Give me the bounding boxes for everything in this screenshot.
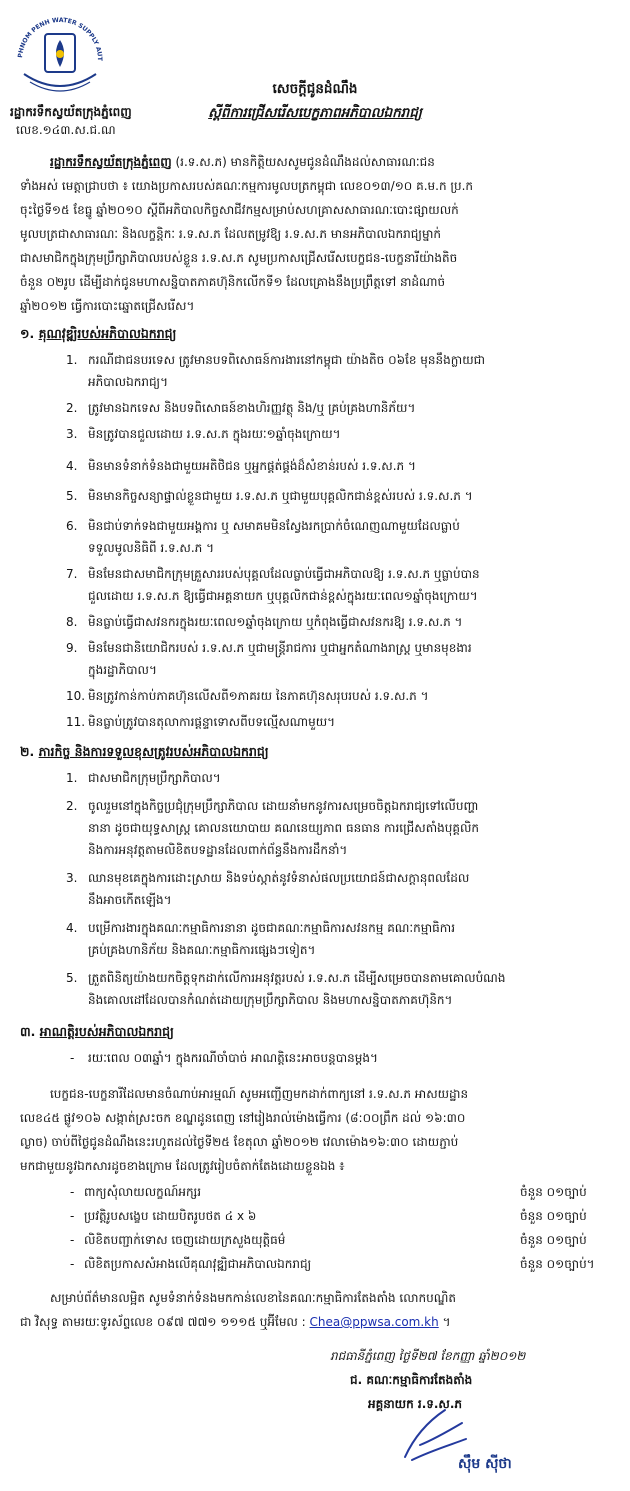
signer-name: ស៊ឹម ស៊ីថា	[458, 1456, 512, 1472]
intro-line: រដ្ឋាករទឹកស្វយ័តក្រុងភ្នំពេញ (រ.ទ.ស.ភ) មានកិត្តិយសសូមជូនដំណឹងដល់សាធារណៈជន	[50, 155, 435, 169]
issue-date: រាជធានីភ្នំពេញ ថ្ងៃទី២៧ ខែកញ្ញា ឆ្នាំ២០១២	[330, 1349, 526, 1363]
application-line: ល្ងាច) ចាប់ពីថ្ងៃជូនដំណឹងនេះរហូតដល់ថ្ងៃទី២៥ ខែតុលា ឆ្នាំ២០១២ វេលាម៉ោង១៦:៣០ ដោយភ្ជាប់	[20, 1135, 459, 1149]
section2-heading	[20, 744, 269, 763]
intro-line: ចុះថ្ងៃទី១៥ ខែធ្នូ ឆ្នាំ២០១០ ស្តីពីអភិបាលកិច្ចសាជីវកម្មសម្រាប់សហគ្រាសសាធារណៈបោះផ្សាយលក់	[20, 203, 459, 217]
intro-line: ចំនួន ០២រូប ដើម្បីដាក់ជូនមហាសន្និបាតភាគហ៊ុនិកលើកទី១ ដែលគ្រោងនឹងប្រព្រឹត្តទៅ នាដំណាច់	[20, 275, 446, 289]
reference-number: លេខ.១៤៣.ស.ជ.ណ	[16, 123, 116, 137]
section2-item-1: 1. ជាសមាជិកក្រុមប្រឹក្សាភិបាល។	[66, 771, 221, 785]
section1-item-5: 5. មិនមានកិច្ចសន្យាផ្ទាល់ខ្លួនជាមួយ រ.ទ.ស.ភ ឬជាមួយបុគ្គលិកជាន់ខ្ពស់របស់ រ.ទ.ស.ភ ។	[66, 489, 473, 503]
section-title: អាណត្តិរបស់អភិបាលឯករាជ្យ	[39, 1024, 174, 1039]
section1-item-9-cont: ក្នុងរដ្ឋាភិបាល។	[88, 663, 157, 677]
contact-email-link[interactable]: Chea@ppwsa.com.kh	[309, 1315, 439, 1329]
section3-heading	[20, 1024, 174, 1043]
section-title: ភារកិច្ច និងការទទួលខុសត្រូវរបស់អភិបាលឯករាជ្យ	[38, 744, 269, 759]
section1-item-6: 6. មិនជាប់ទាក់ទងជាមួយអង្គការ ឬ សមាគមមិនស្វែងរកប្រាក់ចំណេញណាមួយដែលធ្លាប់	[66, 519, 460, 533]
section-number: ១.	[20, 326, 35, 341]
intro-line: ជាសមាជិកក្នុងក្រុមប្រឹក្សាភិបាលរបស់ខ្លួន រ.ទ.ស.ភ សូមប្រកាសជ្រើសរើសបេក្ខជន-បេក្ខនារីយ៉ាងតិច	[20, 251, 458, 265]
section2-item-4: 4. បម្រើការងារក្នុងគណៈកម្មាធិការនានា ដូចជាគណៈកម្មាធិការសវនកម្ម គណៈកម្មាធិការ	[66, 921, 456, 935]
section2-item-3: 3. ឈានមុខគេក្នុងការដោះស្រាយ និងទប់ស្កាត់នូវទំនាស់ផលប្រយោជន៍ជាសក្តានុពលដែល	[66, 871, 470, 885]
section2-item-2-cont: និងការអនុវត្តតាមលិខិតបទដ្ឋានដែលពាក់ព័ន្ធនឹងការដឹកនាំ។	[88, 843, 348, 857]
document-label: ប្រវត្តិរូបសង្ខេប ដោយបិតរូបថត ៤ x ៦	[84, 1209, 257, 1223]
section2-item-2: 2. ចូលរួមនៅក្នុងកិច្ចប្រជុំក្រុមប្រឹក្សាភិបាល ដោយនាំមកនូវការសម្រេចចិត្តឯករាជ្យទៅលើបញ្ហា	[66, 799, 479, 813]
intro-line: មូលបត្រជាសាធារណៈ និងលក្ខន្តិកៈ រ.ទ.ស.ភ ដែលតម្រូវឱ្យ រ.ទ.ស.ភ មានអភិបាលឯករាជ្យម្នាក់	[20, 227, 442, 241]
section1-item-7: 7. មិនមែនជាសមាជិកក្រុមគ្រួសាររបស់បុគ្គលដែលធ្លាប់ធ្វើជាអភិបាលឱ្យ រ.ទ.ស.ភ ឬធ្លាប់បាន	[66, 567, 480, 581]
signer-position: អគ្គនាយក រ.ទ.ស.ភ	[368, 1397, 463, 1411]
section2-item-3-cont: នឹងអាចកើតឡើង។	[88, 893, 172, 907]
section1-item-2: 2. ត្រូវមានឯកទេស និងបទពិសោធន៍ខាងហិរញ្ញវត្ថុ និង/ឬ គ្រប់គ្រងហានិភ័យ។	[66, 401, 416, 415]
section1-item-4: 4. មិនមានទំនាក់ទំនងជាមួយអតិថិជន ឬអ្នកផ្គត់ផ្គង់ដ៏សំខាន់របស់ រ.ទ.ស.ភ ។	[66, 459, 416, 473]
document-count: ចំនួន ០១ច្បាប់	[520, 1185, 587, 1199]
section-number: ៣.	[20, 1024, 36, 1039]
org-name: រដ្ឋាករទឹកស្វយ័តក្រុងភ្នំពេញ	[10, 105, 132, 119]
document-label: លិខិតប្រកាសសំអាងលើគុណវុឌ្ឍិជាអភិបាលឯករាជ្យ	[84, 1257, 312, 1271]
contact-line: សម្រាប់ព័ត៌មានលម្អិត សូមទំនាក់ទំនងមកកាន់លេខានៃគណៈកម្មាធិការតែងតាំង លោកបណ្ឌិត	[50, 1291, 456, 1305]
on-behalf-of: ជ. គណៈកម្មាធិការតែងតាំង	[350, 1373, 473, 1387]
document-count: ចំនួន ០១ច្បាប់	[520, 1233, 587, 1247]
section1-item-3: 3. មិនត្រូវបានជួលដោយ រ.ទ.ស.ភ ក្នុងរយៈ១ឆ្នាំចុងក្រោយ។	[66, 427, 341, 441]
required-document-row: - ប្រវត្តិរូបសង្ខេប ដោយបិតរូបថត ៤ x ៦ ចំនួន ០១ច្បាប់	[70, 1208, 610, 1226]
document-subtitle: ស្តីពីការជ្រើសរើសបេក្ខភាពអភិបាលឯករាជ្យ	[208, 105, 422, 121]
section-title: គុណវុឌ្ឍិរបស់អភិបាលឯករាជ្យ	[38, 326, 177, 341]
section1-item-7-cont: ជួលដោយ រ.ទ.ស.ភ ឱ្យធ្វើជាអគ្គនាយក ឬបុគ្គលិកជាន់ខ្ពស់ក្នុងរយៈពេល១ឆ្នាំចុងក្រោយ។	[88, 589, 478, 603]
required-document-row: - ពាក្យសុំលាយលក្ខណ៍អក្សរ ចំនួន ០១ច្បាប់	[70, 1184, 610, 1202]
intro-line: ឆ្នាំ២០១២ ធ្វើការបោះឆ្នោតជ្រើសរើស។	[20, 299, 195, 313]
section2-item-5-cont: និងគោលដៅដែលបានកំណត់ដោយក្រុមប្រឹក្សាភិបាល និងមហាសន្និបាតភាគហ៊ុនិក។	[88, 993, 453, 1007]
logo-arc-text: PHNOM PENH WATER SUPPLY AUT	[17, 16, 104, 62]
section1-item-1: 1. ករណីជាជនបរទេស ត្រូវមានបទពិសោធន៍ការងារនៅកម្ពុជា យ៉ាងតិច ០៦ខែ មុននឹងក្លាយជា	[66, 353, 486, 367]
document-label: ពាក្យសុំលាយលក្ខណ៍អក្សរ	[84, 1185, 202, 1199]
application-line: លេខ៤៥ ផ្លូវ១០៦ សង្កាត់ស្រះចក ខណ្ឌដូនពេញ នៅរៀងរាល់ម៉ោងធ្វើការ (៨:០០ព្រឹក ដល់ ១៦:៣០	[20, 1111, 466, 1125]
document-title: សេចក្តីជូនដំណឹង	[272, 81, 358, 97]
contact-line: ជា វិសុទ្ធ តាមរយៈទូរស័ព្ទលេខ ០៩៧ ៧៧១ ១១១៥ ឬអ៊ីមែល : Chea@ppwsa.com.kh ។	[20, 1315, 451, 1329]
section3-item: - រយៈពេល ០៣ឆ្នាំ។ ក្នុងករណីចាំបាច់ អាណត្តិនេះអាចបន្តបានម្តង។	[70, 1051, 378, 1065]
application-line: បេក្ខជន-បេក្ខនារីដែលមានចំណាប់អារម្មណ៍ សូមអញ្ជើញមកដាក់ពាក្យនៅ រ.ទ.ស.ភ អាសយដ្ឋាន	[50, 1087, 469, 1101]
section1-item-6-cont: ទទួលមូលនិធិពី រ.ទ.ស.ភ ។	[88, 541, 215, 555]
section2-item-4-cont: គ្រប់គ្រងហានិភ័យ និងគណៈកម្មាធិការផ្សេងៗទៀត។	[88, 943, 316, 957]
application-line: មកជាមួយនូវឯកសារដូចខាងក្រោម ដែលត្រូវរៀបចំតាក់តែងដោយខ្លួនឯង ៖	[20, 1159, 345, 1173]
section-number: ២.	[20, 744, 35, 759]
document-label: លិខិតបញ្ជាក់ទោស ចេញដោយក្រសួងយុត្តិធម៌	[84, 1233, 286, 1247]
document-count: ចំនួន ០១ច្បាប់	[520, 1209, 587, 1223]
section1-item-11: 11. មិនធ្លាប់ត្រូវបានតុលាការផ្តន្ទាទោសពីបទល្មើសណាមួយ។	[66, 715, 336, 729]
section2-item-5: 5. ត្រួតពិនិត្យយ៉ាងយកចិត្តទុកដាក់លើការអនុវត្តរបស់ រ.ទ.ស.ភ ដើម្បីសម្រេចបានតាមគោលបំណង	[66, 971, 506, 985]
section1-item-1-cont: អភិបាលឯករាជ្យ។	[88, 375, 169, 389]
required-document-row: - លិខិតបញ្ជាក់ទោស ចេញដោយក្រសួងយុត្តិធម៌ ចំនួន ០១ច្បាប់	[70, 1232, 610, 1250]
section2-item-2-cont: នានា ដូចជាយុទ្ធសាស្ត្រ គោលនយោបាយ គណនេយ្យភាព ធនធាន ការជ្រើសតាំងបុគ្គលិក	[88, 821, 480, 835]
section1-item-8: 8. មិនធ្លាប់ធ្វើជាសវនករក្នុងរយៈពេល១ឆ្នាំចុងក្រោយ ឬកំពុងធ្វើជាសវនករឱ្យ រ.ទ.ស.ភ ។	[66, 615, 463, 629]
intro-line: ទាំងអស់ មេត្តាជ្រាបថា ៖ យោងប្រកាសរបស់គណៈកម្មការមូលបត្រកម្ពុជា លេខ០១៣/១០ គ.ម.ក ប្រ.ក	[20, 179, 474, 193]
required-document-row: - លិខិតប្រកាសសំអាងលើគុណវុឌ្ឍិជាអភិបាលឯករាជ្យ ចំនួន ០១ច្បាប់។	[70, 1256, 610, 1274]
section1-heading	[20, 326, 176, 345]
intro-lead-org: រដ្ឋាករទឹកស្វយ័តក្រុងភ្នំពេញ	[50, 155, 172, 169]
document-count: ចំនួន ០១ច្បាប់។	[520, 1257, 595, 1271]
section1-item-10: 10. មិនត្រូវកាន់កាប់ភាគហ៊ុនលើសពី១ភាគរយ នៃភាគហ៊ុនសរុបរបស់ រ.ទ.ស.ភ ។	[66, 689, 429, 703]
section1-item-9: 9. មិនមែនជានិយោជិករបស់ រ.ទ.ស.ភ ឬជាមន្ត្រីរាជការ ឬជាអ្នកតំណាងរាស្ត្រ ឬមានមុខងារ	[66, 641, 472, 655]
